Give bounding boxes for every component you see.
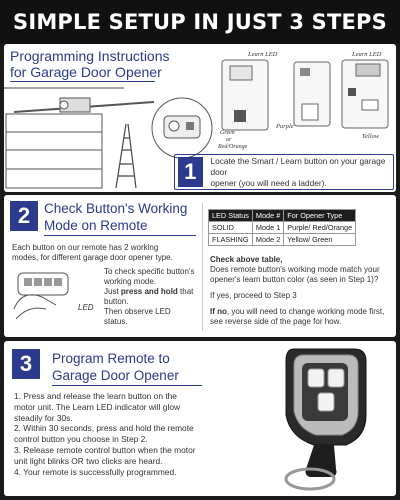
step-line: unit light blinks OR two clicks are heard. [14, 455, 163, 466]
modes-intro-line2: modes, for different garage door opener type. [12, 253, 173, 262]
panel2-title-line1: Check Button's Working [44, 201, 188, 216]
panel2-title [44, 200, 187, 234]
step-line: steadily for 30s. [14, 412, 73, 423]
step1-text-line1: Locate the Smart / Learn button on your garage door [210, 155, 386, 177]
panel2-title-line2: Mode on Remote [44, 218, 148, 233]
panel3-title-line1: Program Remote to [52, 351, 170, 366]
opener-unit [60, 98, 90, 112]
if-yes-text: If yes, proceed to Step 3 [210, 291, 297, 300]
remote-keyfob-image [254, 345, 394, 493]
page-title: SIMPLE SETUP IN JUST 3 STEPS [13, 10, 387, 34]
table-header-led-status: LED Status [209, 210, 253, 222]
check-table-text [210, 255, 392, 327]
learn-button-diagrams [216, 48, 394, 150]
panel3-title-line2: Garage Door Opener [52, 368, 179, 383]
panel1-title [10, 48, 170, 80]
table-row [209, 234, 356, 246]
panel1-title-line1: Programming Instructions [10, 48, 170, 64]
panel2-divider [202, 203, 203, 331]
check-line6: status. [104, 317, 128, 326]
check-line4: button. [104, 297, 129, 306]
color-purple: Purple [276, 123, 294, 130]
color-red-orange: Red/Orange [218, 144, 248, 150]
program-steps [14, 391, 242, 477]
if-no-bold: If no [210, 307, 227, 316]
table-cell: Mode 1 [252, 222, 283, 234]
step-line: control button you choose in Step 2. [14, 434, 148, 445]
fob-button-3 [318, 393, 334, 411]
modes-intro-line1: Each button on our remote has 2 working [12, 243, 159, 252]
if-no-line2: see reverse side of the page for how. [210, 317, 342, 326]
step-line: 2. Within 30 seconds, press and hold the remote [14, 423, 194, 434]
panel1-title-line2: for Garage Door Opener [10, 64, 162, 80]
led-status-table [208, 209, 356, 246]
panel1-title-underline [10, 81, 155, 82]
check-line3 [104, 287, 194, 297]
table-cell: Mode 2 [252, 234, 283, 246]
check-line2: working mode. [104, 277, 157, 286]
table-cell: Purple/ Red/Orange [284, 222, 356, 234]
header-banner [0, 0, 400, 44]
step1-box [174, 154, 394, 190]
step1-text-line2: opener (you will need a ladder). [210, 177, 327, 188]
step1-number: 1 [178, 157, 203, 187]
led-word: LED [78, 303, 94, 312]
table-cell: Yellow/ Green [284, 234, 356, 246]
table-header-opener-type: For Opener Type [284, 210, 356, 222]
check-table-heading: Check above table, [210, 255, 283, 264]
step-line: 1. Press and release the learn button on the [14, 391, 177, 401]
step1-text [211, 156, 394, 189]
if-no-rest: , you will need to change working mode first, [226, 307, 385, 316]
ladder-icon [116, 124, 136, 188]
remote-hand-icon [12, 269, 74, 321]
modes-intro [12, 243, 173, 263]
step-line: motor unit. The Learn LED indicator will glow [14, 401, 181, 412]
fob-button-1 [308, 369, 324, 387]
panel2-title-underline [44, 235, 196, 236]
step2-number: 2 [10, 201, 38, 231]
table-cell: SOLID [209, 222, 253, 234]
table-row [209, 222, 356, 234]
check-table-line2: Does remote button's working mode match your [210, 265, 380, 274]
panel3-title-underline [52, 385, 202, 386]
led-label-1: Learn LED [248, 51, 278, 58]
check-line1: To check specific button's [104, 267, 195, 276]
check-line3-bold: press and hold [120, 287, 178, 296]
step2-panel [4, 195, 396, 337]
check-line3-pre: Just [104, 287, 121, 296]
step3-panel [4, 341, 396, 496]
garage-door [6, 114, 102, 188]
check-line5: Then observe LED [104, 307, 171, 316]
step1-panel [4, 44, 396, 192]
step3-number: 3 [12, 349, 40, 379]
panel3-title [52, 350, 179, 384]
color-or: or [226, 137, 232, 143]
if-no-text [210, 307, 392, 317]
led-label-2: Learn LED [352, 51, 382, 58]
step-line: 4. Your remote is successfully programmed. [14, 466, 177, 477]
fob-button-2 [328, 369, 344, 387]
table-cell: FLASHING [209, 234, 253, 246]
check-instructions [104, 267, 194, 327]
table-header-mode: Mode # [252, 210, 283, 222]
color-yellow: Yellow [362, 133, 380, 140]
check-line3-post: that [177, 287, 194, 296]
step-line: 3. Release remote control button when the motor [14, 444, 196, 455]
color-green: Green [220, 130, 235, 136]
check-table-line3: opener's learn button color (as seen in Step 1)? [210, 275, 379, 284]
